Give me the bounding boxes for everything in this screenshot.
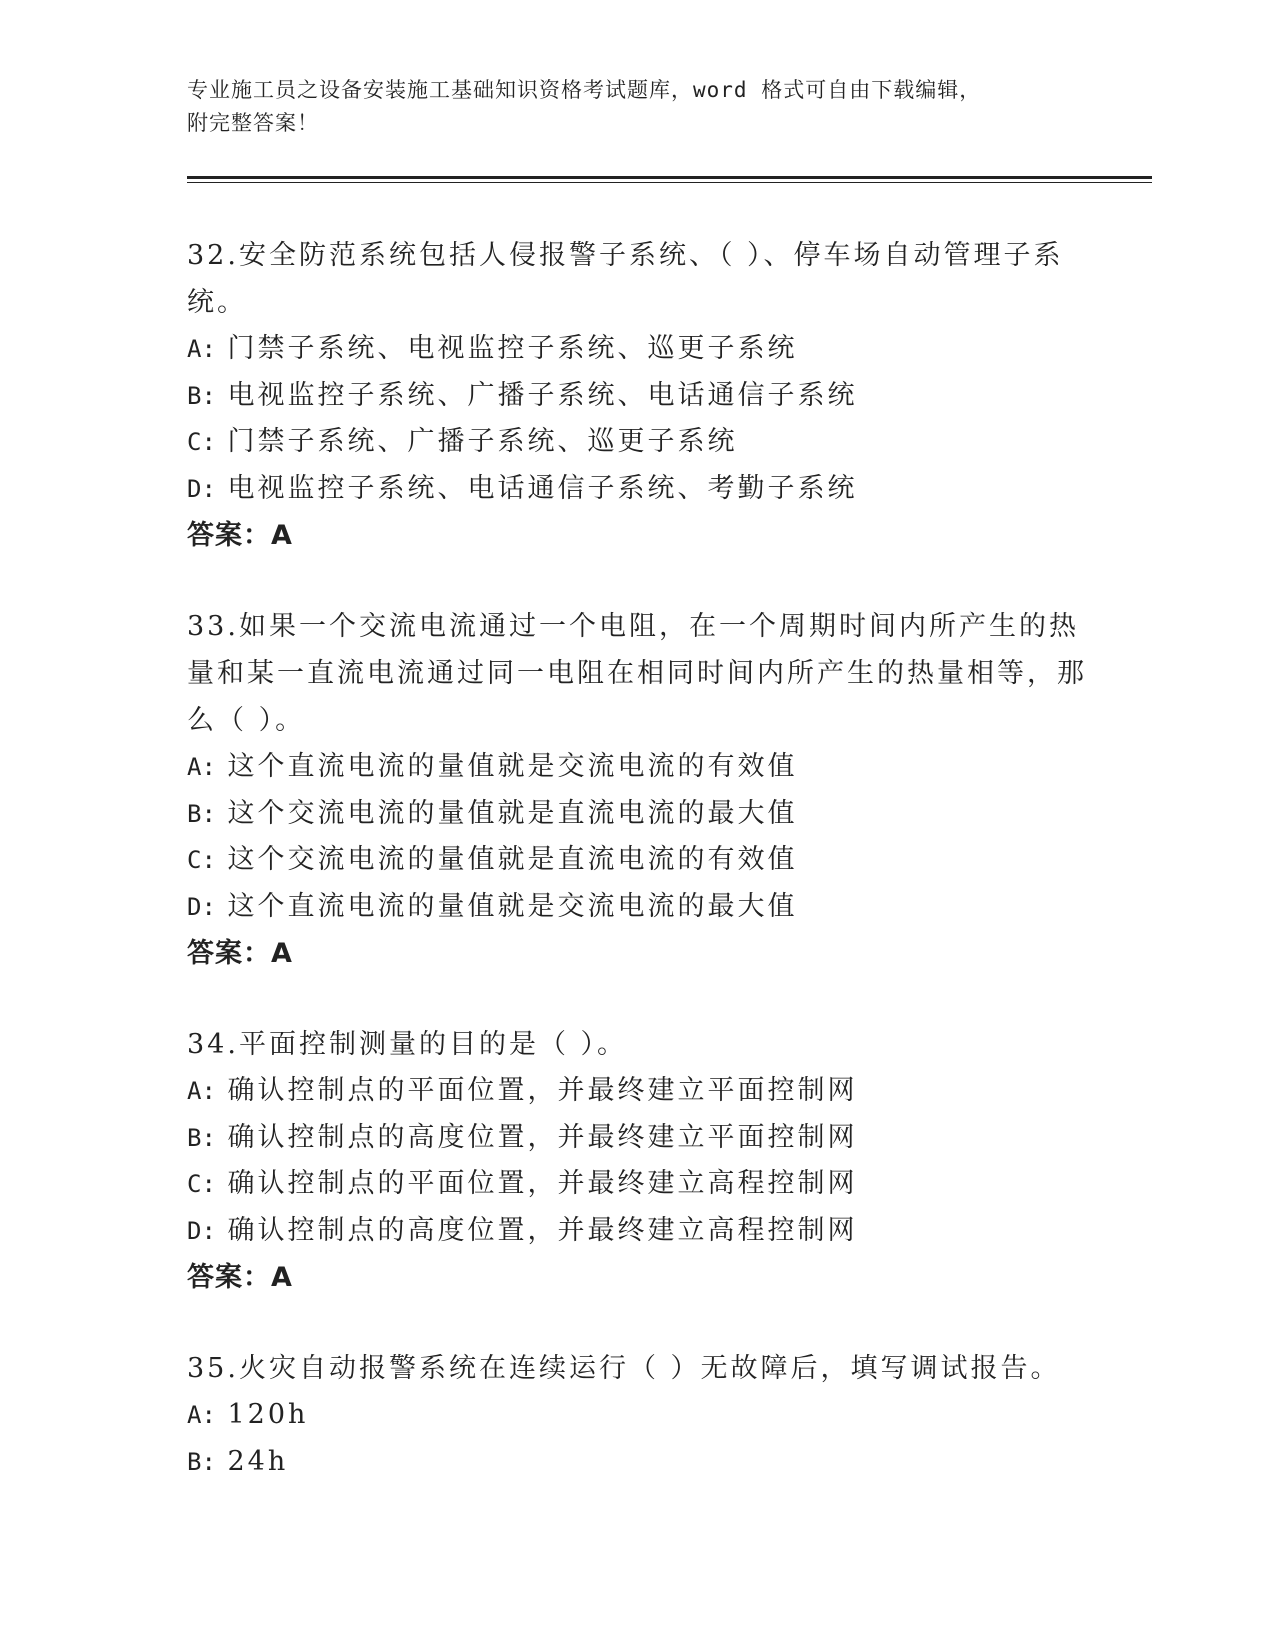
document-header [187, 74, 1067, 140]
option-text: 这个交流电流的量值就是直流电流的有效值 [227, 844, 798, 875]
option-a [187, 1068, 1087, 1115]
option-text: 24h [227, 1445, 289, 1477]
option-c [187, 837, 1087, 884]
answer-line: 答案：A [187, 520, 293, 551]
header-divider-thick [187, 176, 1152, 179]
question-stem: 33.如果一个交流电流通过一个电阻，在一个周期时间内所产生的热量和某一直流电流通过同一电阻在相同时间内所产生的热量相等，那么（ ）。 [187, 611, 1087, 736]
option-key: A: [187, 1077, 216, 1105]
option-key: A: [187, 753, 216, 781]
option-text: 这个直流电流的量值就是交流电流的最大值 [227, 890, 798, 922]
option-b [187, 791, 1087, 838]
option-key: C: [187, 846, 216, 874]
question-35 [187, 1345, 1087, 1485]
option-key: A: [187, 335, 216, 363]
header-line-2: 附完整答案！ [187, 111, 319, 135]
question-34 [187, 1021, 1087, 1301]
option-key: B: [187, 1123, 216, 1152]
option-text: 这个交流电流的量值就是直流电流的最大值 [227, 797, 798, 829]
option-key: C: [187, 428, 216, 456]
question-list [187, 232, 1087, 1529]
option-key: D: [187, 892, 216, 921]
question-stem: 32.安全防范系统包括人侵报警子系统、（ ）、停车场自动管理子系统。 [187, 240, 1064, 318]
option-text: 120h [227, 1399, 309, 1430]
answer-line: 答案：A [187, 938, 293, 969]
question-stem: 35.火灾自动报警系统在连续运行（ ）无故障后，填写调试报告。 [187, 1353, 1061, 1384]
option-text: 门禁子系统、广播子系统、巡更子系统 [227, 426, 738, 457]
option-d [187, 466, 1087, 513]
option-text: 确认控制点的高度位置，并最终建立平面控制网 [227, 1121, 858, 1153]
option-text: 这个直流电流的量值就是交流电流的有效值 [227, 751, 798, 782]
question-33 [187, 603, 1087, 977]
option-key: B: [187, 381, 216, 410]
question-stem: 34.平面控制测量的目的是（ ）。 [187, 1029, 628, 1060]
option-c [187, 1161, 1087, 1208]
option-text: 门禁子系统、电视监控子系统、巡更子系统 [227, 333, 798, 364]
option-key: C: [187, 1170, 216, 1198]
option-text: 确认控制点的平面位置，并最终建立高程控制网 [227, 1168, 858, 1199]
option-text: 电视监控子系统、广播子系统、电话通信子系统 [227, 379, 858, 411]
option-d [187, 1208, 1087, 1255]
header-divider-thin [187, 182, 1152, 183]
option-b [187, 1115, 1087, 1162]
option-text: 确认控制点的高度位置，并最终建立高程控制网 [227, 1214, 858, 1246]
option-key: D: [187, 474, 216, 503]
option-c [187, 419, 1087, 466]
option-b [187, 373, 1087, 420]
question-32 [187, 232, 1087, 559]
option-text: 电视监控子系统、电话通信子系统、考勤子系统 [227, 472, 858, 504]
answer-line: 答案：A [187, 1262, 293, 1293]
option-key: B: [187, 799, 216, 828]
option-a [187, 744, 1087, 791]
option-d [187, 884, 1087, 931]
option-b [187, 1439, 1087, 1486]
option-key: A: [187, 1401, 216, 1429]
option-key: B: [187, 1447, 216, 1476]
header-line-1: 专业施工员之设备安装施工基础知识资格考试题库，word 格式可自由下载编辑， [187, 78, 982, 102]
option-a [187, 1392, 1087, 1439]
option-text: 确认控制点的平面位置，并最终建立平面控制网 [227, 1075, 858, 1106]
option-a [187, 326, 1087, 373]
option-key: D: [187, 1216, 216, 1245]
